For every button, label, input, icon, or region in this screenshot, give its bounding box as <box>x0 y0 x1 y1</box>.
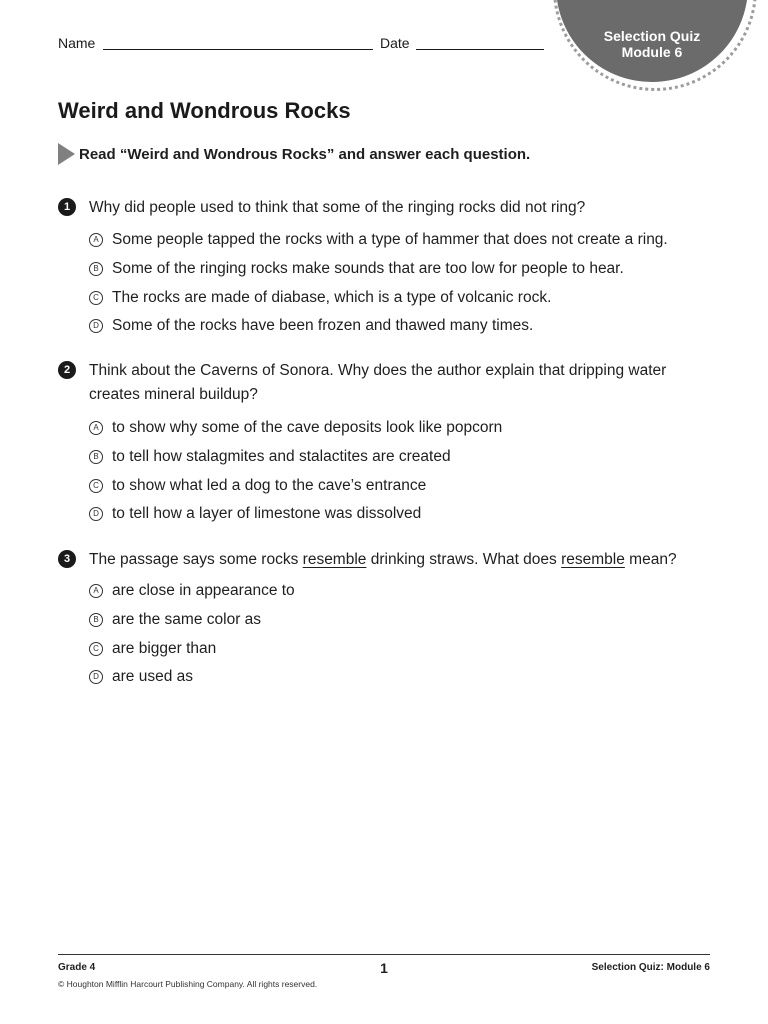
copyright-notice: © Houghton Mifflin Harcourt Publishing Company. All rights reserved. <box>58 979 318 989</box>
choice-text: to tell how stalagmites and stalactites are created <box>112 448 451 465</box>
choice-text: are the same color as <box>112 611 262 628</box>
underlined-word: resemble <box>302 551 367 568</box>
question-text: Think about the Caverns of Sonora. Why does the author explain that dripping water creates mineral buildup? <box>89 362 667 403</box>
choice-letter-circle: B <box>89 613 103 627</box>
page-title: Weird and Wondrous Rocks <box>58 98 351 123</box>
question-text: Why did people used to think that some of the ringing rocks did not ring? <box>89 199 586 216</box>
choice-text: Some of the rocks have been frozen and thawed many times. <box>112 317 534 334</box>
date-line <box>416 49 544 50</box>
choice-letter-circle: D <box>89 319 103 333</box>
instruction-text: Read “Weird and Wondrous Rocks” and answer each question. <box>79 146 531 163</box>
name-label: Name <box>58 35 96 51</box>
date-label: Date <box>380 35 410 51</box>
question-text-part: mean? <box>624 551 677 568</box>
triangle-arrow-icon <box>58 143 75 165</box>
choice-letter-circle: D <box>89 670 103 684</box>
choice-text: to tell how a layer of limestone was dissolved <box>112 505 422 522</box>
footer-divider <box>58 954 710 955</box>
choice-letter-circle: D <box>89 507 103 521</box>
choice-letter-circle: C <box>89 479 103 493</box>
badge-text <box>556 28 748 60</box>
choice-letter-circle: B <box>89 450 103 464</box>
badge-line-2: Module 6 <box>621 44 683 60</box>
footer-quiz-title: Selection Quiz: Module 6 <box>591 962 710 973</box>
footer-grade: Grade 4 <box>58 962 96 973</box>
choice-text: to show what led a dog to the cave’s entrance <box>112 477 427 494</box>
badge-line-1: Selection Quiz <box>603 28 701 44</box>
name-line <box>103 49 373 50</box>
choice-text: Some people tapped the rocks with a type of hammer that does not create a ring. <box>112 231 668 248</box>
choice-text: The rocks are made of diabase, which is a type of volcanic rock. <box>112 289 552 306</box>
question-number: 2 <box>58 361 76 379</box>
question-number: 3 <box>58 550 76 568</box>
choice-letter-circle: C <box>89 291 103 305</box>
page-number: 1 <box>380 960 388 976</box>
question-text-part: drinking straws. What does <box>366 551 562 568</box>
underlined-word: resemble <box>561 551 625 568</box>
question-text-part: The passage says some rocks <box>89 551 303 568</box>
question-number: 1 <box>58 198 76 216</box>
choice-text: to show why some of the cave deposits look like popcorn <box>112 419 503 436</box>
choice-text: are bigger than <box>112 640 217 657</box>
choice-letter-circle: B <box>89 262 103 276</box>
choice-letter-circle: C <box>89 642 103 656</box>
choice-text: Some of the ringing rocks make sounds that are too low for people to hear. <box>112 260 624 277</box>
choice-letter-circle: A <box>89 233 103 247</box>
question-text <box>89 548 719 572</box>
choice-text: are used as <box>112 668 193 685</box>
choice-letter-circle: A <box>89 421 103 435</box>
choice-letter-circle: A <box>89 584 103 598</box>
choice-text: are close in appearance to <box>112 582 295 599</box>
